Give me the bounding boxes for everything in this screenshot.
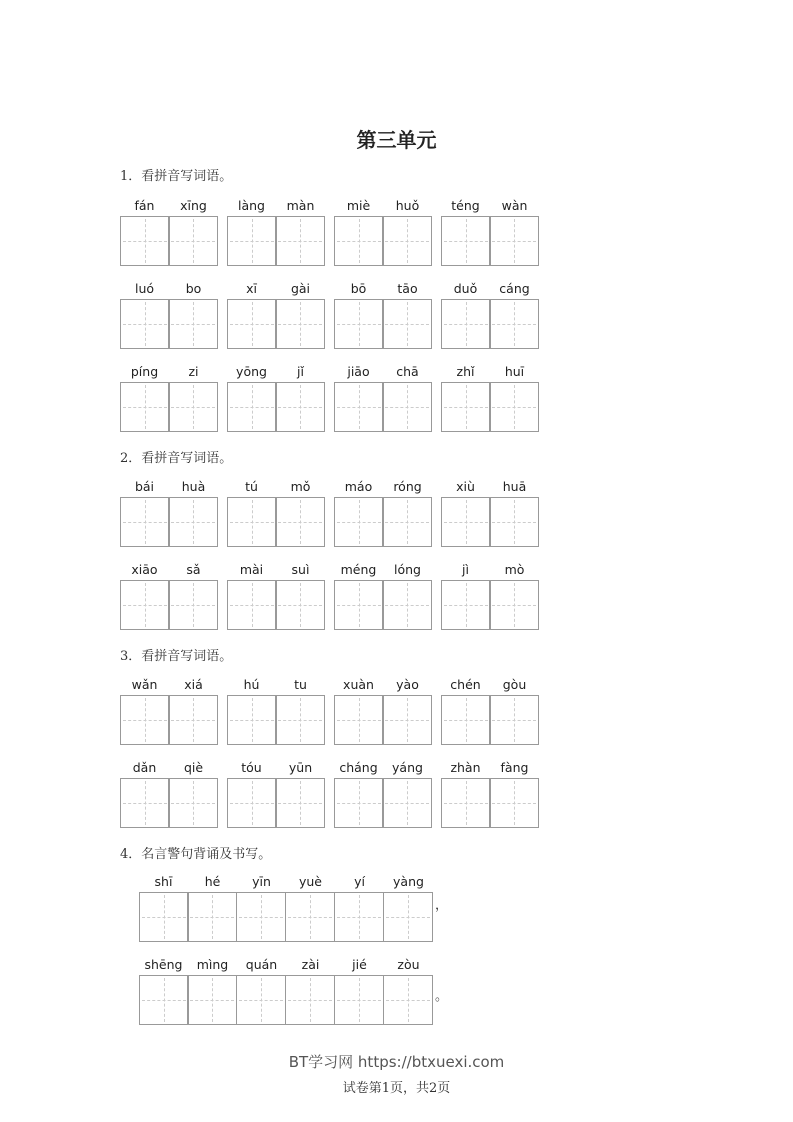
writing-box[interactable] — [168, 382, 218, 432]
pinyin-label: yáng — [392, 760, 423, 775]
pinyin-label: mìng — [196, 957, 229, 972]
writing-box[interactable] — [227, 299, 277, 349]
writing-cell — [237, 955, 286, 1025]
writing-box[interactable] — [334, 778, 384, 828]
writing-box[interactable] — [489, 497, 539, 547]
writing-cell — [227, 196, 276, 266]
writing-box[interactable] — [275, 497, 325, 547]
writing-box[interactable] — [334, 382, 384, 432]
writing-box[interactable] — [489, 695, 539, 745]
writing-box[interactable] — [168, 216, 218, 266]
writing-box[interactable] — [334, 216, 384, 266]
word-box-group — [334, 279, 432, 349]
writing-cell — [227, 279, 276, 349]
pinyin-label: róng — [393, 479, 422, 494]
pinyin-label: mǒ — [290, 479, 311, 494]
pinyin-label: cáng — [499, 281, 530, 296]
punctuation-mark: ， — [435, 898, 449, 913]
writing-cell — [441, 560, 490, 630]
writing-box[interactable] — [275, 778, 325, 828]
word-box-group — [120, 675, 218, 745]
writing-cell — [441, 758, 490, 828]
pinyin-label: bō — [350, 281, 367, 296]
word-box-group — [120, 477, 218, 547]
pinyin-label: sǎ — [186, 562, 201, 577]
pinyin-label: dǎn — [132, 760, 157, 775]
word-box-group — [227, 279, 325, 349]
word-box-group — [334, 362, 432, 432]
word-box-group — [441, 362, 539, 432]
writing-cell — [441, 477, 490, 547]
sentence-box-group — [139, 955, 433, 1025]
pinyin-label: suì — [291, 562, 310, 577]
pinyin-label: quán — [245, 957, 278, 972]
writing-cell — [276, 477, 325, 547]
writing-cell — [188, 955, 237, 1025]
writing-cell — [120, 279, 169, 349]
writing-cell — [334, 675, 383, 745]
writing-box[interactable] — [187, 975, 237, 1025]
pinyin-label: zòu — [397, 957, 420, 972]
pinyin-label: zi — [188, 364, 199, 379]
writing-cell — [120, 477, 169, 547]
sentence-box-group — [139, 872, 433, 942]
word-box-group — [334, 477, 432, 547]
section-heading: 3．看拼音写词语。 — [120, 649, 233, 664]
writing-box[interactable] — [441, 497, 491, 547]
pinyin-label: méng — [340, 562, 377, 577]
writing-cell — [276, 758, 325, 828]
writing-cell — [286, 872, 335, 942]
writing-box[interactable] — [275, 382, 325, 432]
word-box-group — [334, 560, 432, 630]
writing-box[interactable] — [489, 216, 539, 266]
writing-cell — [441, 675, 490, 745]
writing-box[interactable] — [120, 497, 170, 547]
writing-box[interactable] — [441, 216, 491, 266]
writing-box[interactable] — [382, 382, 432, 432]
pinyin-label: xuàn — [343, 677, 374, 692]
writing-box[interactable] — [236, 975, 286, 1025]
writing-box[interactable] — [441, 382, 491, 432]
pinyin-label: chén — [450, 677, 481, 692]
writing-cell — [490, 560, 539, 630]
writing-box[interactable] — [382, 497, 432, 547]
writing-box[interactable] — [227, 580, 277, 630]
writing-cell — [334, 362, 383, 432]
writing-box[interactable] — [334, 892, 384, 942]
writing-box[interactable] — [120, 580, 170, 630]
writing-cell — [139, 872, 188, 942]
writing-cell — [120, 362, 169, 432]
pinyin-label: fán — [134, 198, 155, 213]
writing-cell — [383, 758, 432, 828]
pinyin-label: duǒ — [453, 281, 478, 296]
word-box-group — [120, 758, 218, 828]
page-footer: 试卷第1页，共2页 — [342, 1081, 451, 1096]
writing-cell — [441, 196, 490, 266]
pinyin-label: tāo — [397, 281, 418, 296]
writing-box[interactable] — [382, 580, 432, 630]
pinyin-label: xiù — [456, 479, 475, 494]
writing-cell — [383, 362, 432, 432]
writing-cell — [169, 362, 218, 432]
pinyin-label: shēng — [144, 957, 183, 972]
writing-cell — [120, 560, 169, 630]
writing-cell — [169, 196, 218, 266]
writing-box[interactable] — [285, 892, 335, 942]
writing-cell — [384, 872, 433, 942]
writing-box[interactable] — [441, 299, 491, 349]
writing-cell — [227, 477, 276, 547]
pinyin-label: zhǐ — [456, 364, 475, 379]
writing-cell — [286, 955, 335, 1025]
writing-box[interactable] — [168, 580, 218, 630]
pinyin-label: lóng — [394, 562, 421, 577]
writing-cell — [490, 758, 539, 828]
pinyin-label: xīng — [180, 198, 207, 213]
writing-cell — [490, 675, 539, 745]
pinyin-label: huā — [502, 479, 527, 494]
pinyin-label: yuè — [298, 874, 322, 889]
writing-box[interactable] — [275, 299, 325, 349]
writing-cell — [441, 362, 490, 432]
pinyin-label: yàng — [393, 874, 424, 889]
writing-cell — [188, 872, 237, 942]
word-box-group — [120, 362, 218, 432]
writing-box[interactable] — [382, 299, 432, 349]
word-box-group — [227, 196, 325, 266]
pinyin-label: cháng — [339, 760, 378, 775]
pinyin-label: gòu — [502, 677, 527, 692]
writing-box[interactable] — [334, 695, 384, 745]
pinyin-label: tu — [294, 677, 307, 692]
word-box-group — [120, 279, 218, 349]
writing-cell — [169, 560, 218, 630]
pinyin-label: màn — [286, 198, 315, 213]
writing-cell — [120, 675, 169, 745]
writing-cell — [169, 675, 218, 745]
word-box-group — [441, 279, 539, 349]
writing-box[interactable] — [187, 892, 237, 942]
pinyin-label: yōng — [236, 364, 267, 379]
writing-box[interactable] — [227, 497, 277, 547]
pinyin-label: bái — [134, 479, 155, 494]
writing-box[interactable] — [120, 216, 170, 266]
pinyin-label: huī — [504, 364, 525, 379]
word-box-group — [120, 560, 218, 630]
writing-cell — [334, 560, 383, 630]
pinyin-label: tóu — [241, 760, 262, 775]
writing-cell — [237, 872, 286, 942]
writing-cell — [227, 362, 276, 432]
pinyin-label: máo — [344, 479, 373, 494]
word-box-group — [227, 758, 325, 828]
writing-box[interactable] — [382, 216, 432, 266]
writing-cell — [334, 477, 383, 547]
writing-box[interactable] — [441, 695, 491, 745]
pinyin-label: miè — [346, 198, 371, 213]
writing-box[interactable] — [383, 892, 433, 942]
writing-cell — [383, 560, 432, 630]
writing-box[interactable] — [227, 695, 277, 745]
writing-box[interactable] — [334, 580, 384, 630]
writing-cell — [335, 872, 384, 942]
pinyin-label: hé — [204, 874, 221, 889]
section-heading: 1．看拼音写词语。 — [120, 169, 233, 184]
pinyin-label: wǎn — [131, 677, 158, 692]
word-box-group — [120, 196, 218, 266]
writing-cell — [384, 955, 433, 1025]
writing-cell — [276, 560, 325, 630]
word-box-group — [441, 560, 539, 630]
writing-box[interactable] — [275, 216, 325, 266]
writing-box[interactable] — [334, 497, 384, 547]
writing-box[interactable] — [139, 892, 189, 942]
pinyin-label: mài — [239, 562, 264, 577]
watermark: BT学习网 https://btxuexi.com — [288, 1053, 505, 1071]
pinyin-label: yí — [354, 874, 365, 889]
writing-box[interactable] — [120, 695, 170, 745]
pinyin-label: huà — [181, 479, 206, 494]
pinyin-label: luó — [134, 281, 155, 296]
writing-box[interactable] — [168, 497, 218, 547]
writing-cell — [334, 279, 383, 349]
writing-box[interactable] — [120, 778, 170, 828]
writing-cell — [490, 477, 539, 547]
pinyin-label: jiāo — [347, 364, 370, 379]
word-box-group — [227, 477, 325, 547]
pinyin-label: jié — [352, 957, 367, 972]
pinyin-label: chā — [396, 364, 419, 379]
writing-cell — [383, 279, 432, 349]
word-box-group — [227, 362, 325, 432]
writing-box[interactable] — [489, 382, 539, 432]
pinyin-label: qiè — [183, 760, 204, 775]
writing-cell — [490, 362, 539, 432]
writing-box[interactable] — [334, 299, 384, 349]
word-box-group — [441, 196, 539, 266]
writing-cell — [227, 560, 276, 630]
writing-cell — [276, 362, 325, 432]
pinyin-label: làng — [238, 198, 265, 213]
writing-box[interactable] — [334, 975, 384, 1025]
word-box-group — [441, 758, 539, 828]
writing-cell — [120, 196, 169, 266]
writing-box[interactable] — [382, 695, 432, 745]
writing-box[interactable] — [168, 778, 218, 828]
writing-cell — [120, 758, 169, 828]
writing-box[interactable] — [227, 216, 277, 266]
writing-cell — [334, 758, 383, 828]
pinyin-label: gài — [290, 281, 311, 296]
pinyin-label: bo — [185, 281, 202, 296]
word-box-group — [441, 675, 539, 745]
writing-box[interactable] — [441, 778, 491, 828]
word-box-group — [334, 196, 432, 266]
word-box-group — [334, 675, 432, 745]
writing-box[interactable] — [227, 382, 277, 432]
pinyin-label: yīn — [252, 874, 271, 889]
writing-box[interactable] — [382, 778, 432, 828]
section-heading: 4．名言警句背诵及书写。 — [120, 847, 272, 862]
writing-box[interactable] — [489, 580, 539, 630]
pinyin-label: huǒ — [395, 198, 420, 213]
writing-cell — [490, 196, 539, 266]
writing-cell — [490, 279, 539, 349]
writing-cell — [169, 758, 218, 828]
writing-cell — [169, 477, 218, 547]
pinyin-label: zhàn — [450, 760, 481, 775]
pinyin-label: jǐ — [297, 364, 304, 379]
pinyin-label: shī — [154, 874, 173, 889]
writing-cell — [169, 279, 218, 349]
writing-box[interactable] — [168, 299, 218, 349]
pinyin-label: tú — [245, 479, 258, 494]
writing-box[interactable] — [489, 778, 539, 828]
writing-box[interactable] — [275, 695, 325, 745]
writing-box[interactable] — [275, 580, 325, 630]
writing-box[interactable] — [227, 778, 277, 828]
pinyin-label: xiá — [184, 677, 203, 692]
writing-cell — [276, 675, 325, 745]
word-box-group — [441, 477, 539, 547]
writing-cell — [227, 758, 276, 828]
pinyin-label: xiāo — [131, 562, 158, 577]
pinyin-label: mò — [504, 562, 525, 577]
writing-box[interactable] — [285, 975, 335, 1025]
word-box-group — [227, 675, 325, 745]
writing-cell — [383, 477, 432, 547]
pinyin-label: zài — [301, 957, 320, 972]
pinyin-label: xī — [246, 281, 257, 296]
pinyin-label: píng — [130, 364, 159, 379]
pinyin-label: yào — [396, 677, 419, 692]
pinyin-label: hú — [243, 677, 260, 692]
page-title: 第三单元 — [356, 128, 437, 152]
pinyin-label: yūn — [288, 760, 313, 775]
writing-cell — [441, 279, 490, 349]
pinyin-label: téng — [451, 198, 480, 213]
writing-cell — [227, 675, 276, 745]
punctuation-mark: 。 — [435, 989, 449, 1004]
writing-cell — [276, 196, 325, 266]
writing-box[interactable] — [489, 299, 539, 349]
writing-box[interactable] — [168, 695, 218, 745]
writing-cell — [334, 196, 383, 266]
writing-cell — [383, 675, 432, 745]
word-box-group — [334, 758, 432, 828]
writing-box[interactable] — [236, 892, 286, 942]
pinyin-label: wàn — [501, 198, 528, 213]
writing-cell — [335, 955, 384, 1025]
writing-cell — [139, 955, 188, 1025]
section-heading: 2．看拼音写词语。 — [120, 451, 233, 466]
pinyin-label: fàng — [500, 760, 529, 775]
writing-box[interactable] — [383, 975, 433, 1025]
writing-cell — [383, 196, 432, 266]
writing-box[interactable] — [120, 382, 170, 432]
writing-box[interactable] — [139, 975, 189, 1025]
word-box-group — [227, 560, 325, 630]
pinyin-label: jì — [462, 562, 469, 577]
writing-box[interactable] — [120, 299, 170, 349]
writing-box[interactable] — [441, 580, 491, 630]
writing-cell — [276, 279, 325, 349]
